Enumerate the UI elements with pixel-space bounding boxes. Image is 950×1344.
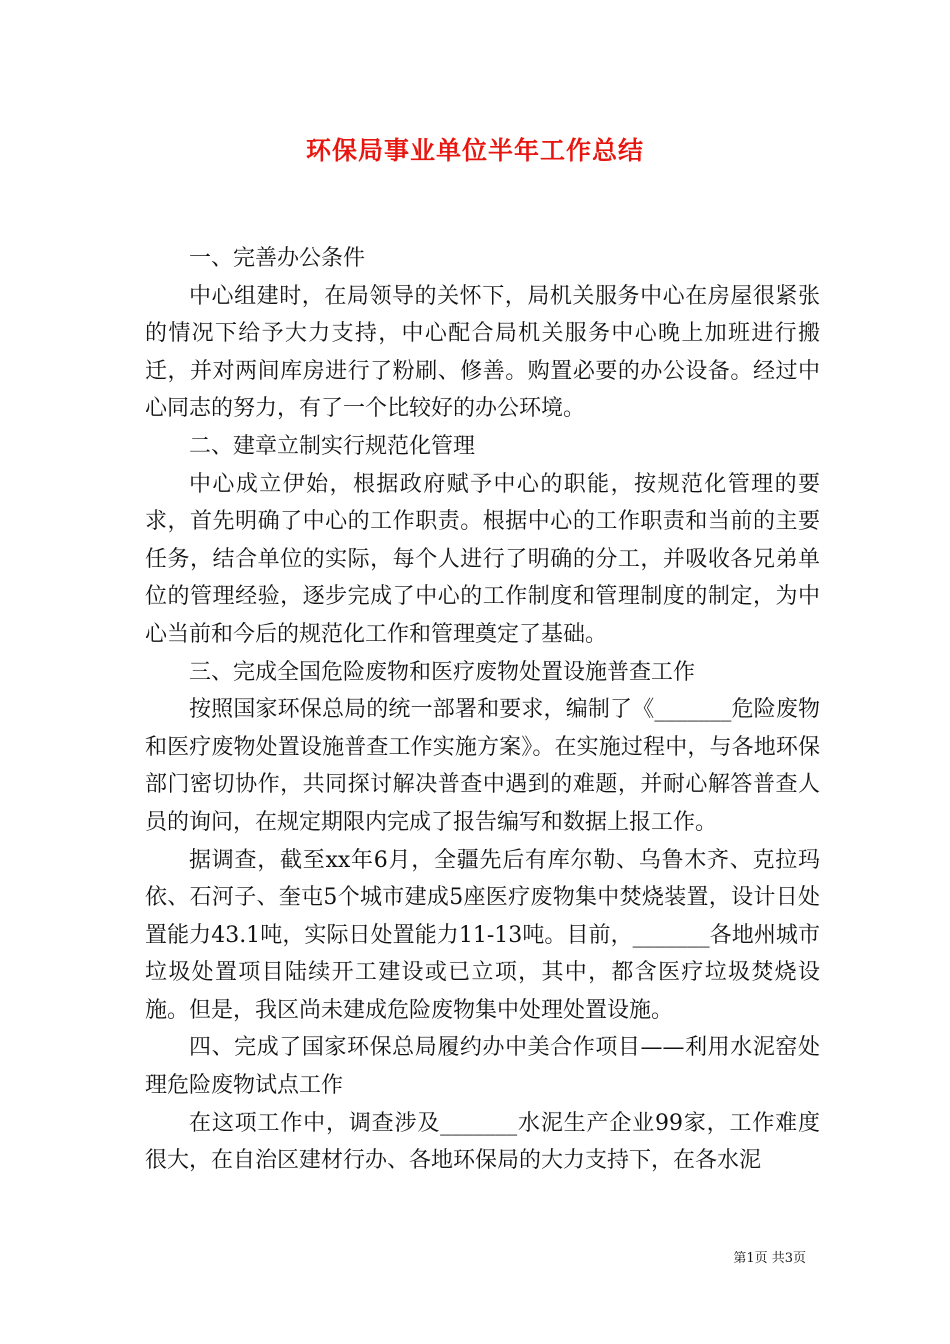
section-heading-2: 二、建章立制实行规范化管理 [189, 433, 476, 459]
body-paragraph-1: 中心组建时，在局领导的关怀下，局机关服务中心在房屋很紧张的情况下给予大力支持，中心配合局机关服务中心晚上加班进行搬迁，并对两间库房进行了粉刷、修善。购置必要的办公设备。经过中心同志的努力，有了一个比较好的办公环境。 [145, 283, 820, 422]
document-title: 环保局事业单位半年工作总结 [305, 136, 644, 165]
document-body [145, 240, 820, 1180]
section-heading-1: 一、完善办公条件 [189, 246, 366, 271]
body-paragraph-5: 在这项工作中，调查涉及_______水泥生产企业99家，工作难度很大，在自治区建材行办、各地环保局的大力支持下，在各水泥 [145, 1110, 820, 1174]
section-heading-4: 四、完成了国家环保总局履约办中美合作项目——利用水泥窑处理危险废物试点工作 [145, 1035, 820, 1099]
body-paragraph-2: 中心成立伊始，根据政府赋予中心的职能，按规范化管理的要求，首先明确了中心的工作职责。根据中心的工作职责和当前的主要任务，结合单位的实际，每个人进行了明确的分工，并吸收各兄弟单位的管理经验，逐步完成了中心的工作制度和管理制度的制定，为中心当前和今后的规范化工作和管理奠定了基础。 [145, 471, 820, 647]
body-paragraph-4: 据调查，截至xx年6月，全疆先后有库尔勒、乌鲁木齐、克拉玛依、石河子、奎屯5个城市建成5座医疗废物集中焚烧装置，设计日处置能力43.1吨，实际日处置能力11-13吨。目前，_______各地州城市垃圾处置项目陆续开工建设或已立项，其中，都含医疗垃圾焚烧设施。但是，我区尚未建成危险废物集中处理处置设施。 [145, 847, 820, 1023]
page-number-footer: 第1页 共3页 [733, 1251, 806, 1266]
section-heading-3: 三、完成全国危险废物和医疗废物处置设施普查工作 [189, 659, 696, 685]
body-paragraph-3: 按照国家环保总局的统一部署和要求，编制了《_______危险废物和医疗废物处置设施普查工作实施方案》。在实施过程中，与各地环保部门密切协作，共同探讨解决普查中遇到的难题，并耐心解答普查人员的询问，在规定期限内完成了报告编写和数据上报工作。 [145, 697, 820, 835]
